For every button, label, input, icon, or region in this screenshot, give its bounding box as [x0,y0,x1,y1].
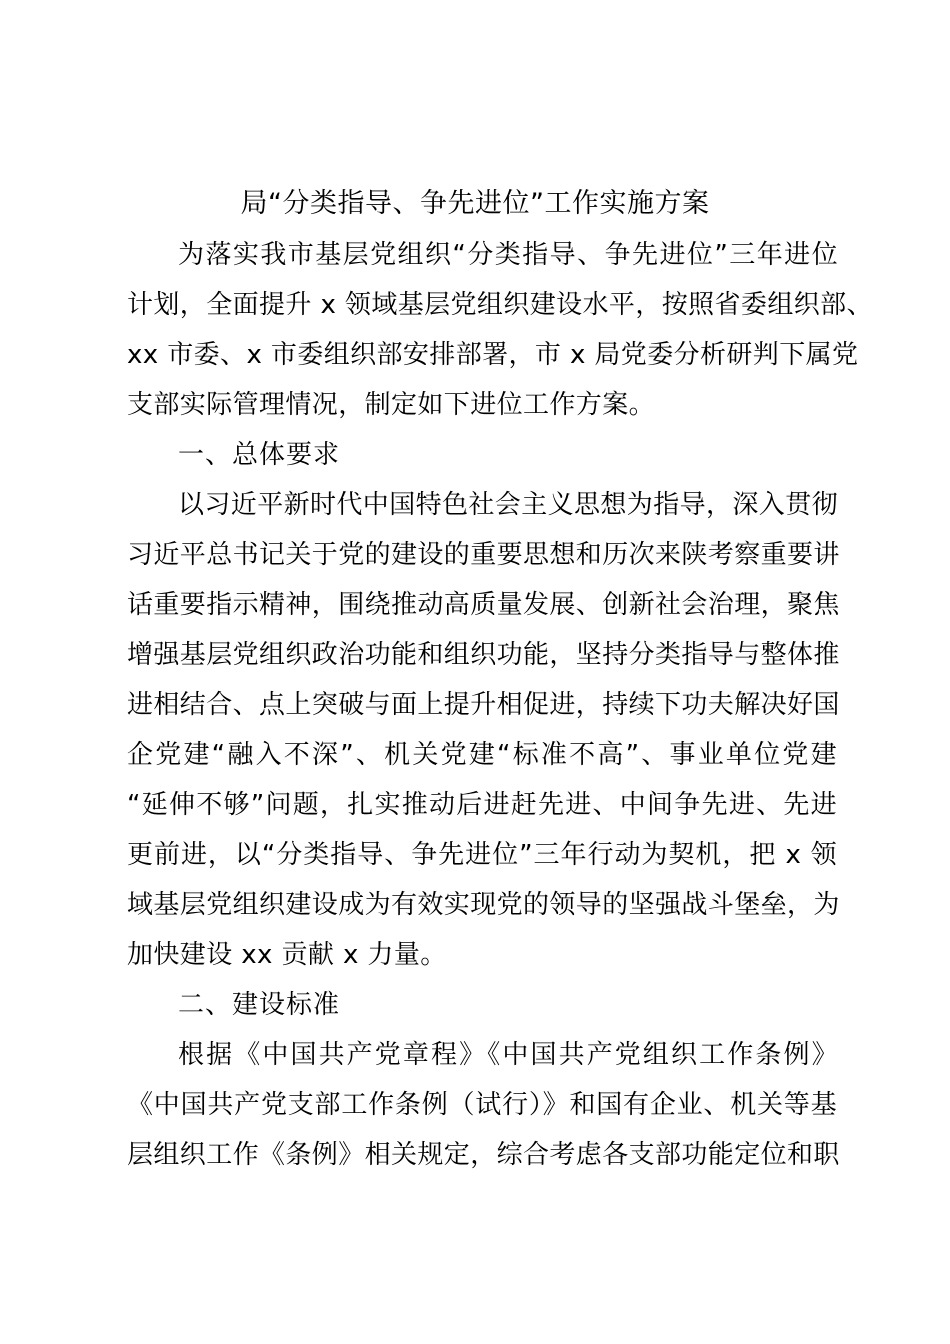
section1-line-10: 加快建设 xx 贡献 x 力量。 [127,940,447,970]
section1-line-7: “延伸不够”问题，扎实推动后进赶先进、中间争先进、先进 [127,790,837,820]
section-heading-2: 二、建设标准 [178,990,341,1020]
section2-line-3: 层组织工作《条例》相关规定，综合考虑各支部功能定位和职 [127,1140,840,1170]
section1-line-5: 进相结合、点上突破与面上提升相促进，持续下功夫解决好国 [127,690,840,720]
section1-line-8: 更前进，以“分类指导、争先进位”三年行动为契机，把 x 领 [127,840,837,870]
section1-line-2: 习近平总书记关于党的建设的重要思想和历次来陕考察重要讲 [127,540,840,570]
section1-line-3: 话重要指示精神，围绕推动高质量发展、创新社会治理，聚焦 [127,590,840,620]
section1-line-4: 增强基层党组织政治功能和组织功能，坚持分类指导与整体推 [127,640,840,670]
intro-line-4: 支部实际管理情况，制定如下进位工作方案。 [127,390,656,420]
intro-line-2: 计划，全面提升 x 领域基层党组织建设水平，按照省委组织部、 [127,290,873,320]
section1-line-1: 以习近平新时代中国特色社会主义思想为指导，深入贯彻 [178,490,839,520]
intro-line-1: 为落实我市基层党组织“分类指导、争先进位”三年进位 [178,240,838,270]
section2-line-1: 根据《中国共产党章程》《中国共产党组织工作条例》 [178,1040,838,1070]
section1-line-9: 域基层党组织建设成为有效实现党的领导的坚强战斗堡垒，为 [127,890,840,920]
section-heading-1: 一、总体要求 [178,440,341,470]
section1-line-6: 企党建“融入不深”、机关党建“标准不高”、事业单位党建 [127,740,837,770]
document-title: 局“分类指导、争先进位”工作实施方案 [240,188,710,219]
section2-line-2: 《中国共产党支部工作条例（试行）》和国有企业、机关等基 [127,1090,837,1120]
intro-line-3: xx 市委、x 市委组织部安排部署，市 x 局党委分析研判下属党 [127,340,859,370]
